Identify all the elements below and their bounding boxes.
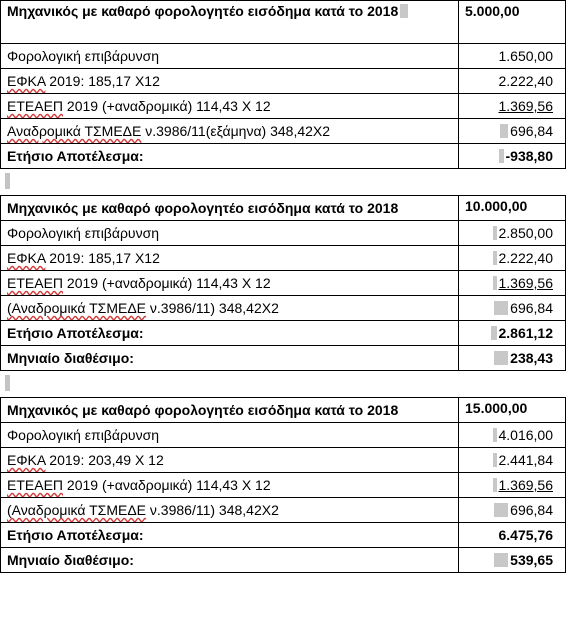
table-row — [1, 44, 566, 69]
row-label: ΕΤΕΑΕΠ 2019 (+αναδρομικά) 114,43 Χ 12 — [1, 271, 459, 296]
table-row — [1, 296, 566, 321]
result-label: Μηνιαίο διαθέσιμο: — [1, 548, 459, 573]
header-value: 15.000,00 — [459, 398, 566, 423]
row-value: 696,84 — [459, 119, 566, 144]
header-label: Μηχανικός με καθαρό φορολογητέο εισόδημα κατά το 2018 — [1, 1, 459, 44]
row-value: 2.441,84 — [459, 448, 566, 473]
result-value: -938,80 — [459, 144, 566, 169]
table-row-result — [1, 144, 566, 169]
result-label: Ετήσιο Αποτέλεσμα: — [1, 321, 459, 346]
table-row-result — [1, 346, 566, 371]
row-value: 696,84 — [459, 498, 566, 523]
section-gap — [0, 169, 566, 195]
row-label: ΕΦΚΑ 2019: 185,17 Χ12 — [1, 69, 459, 94]
table-row — [1, 119, 566, 144]
table-section-1 — [0, 0, 566, 169]
row-value: 1.369,56 — [459, 94, 566, 119]
row-label: ΕΤΕΑΕΠ 2019 (+αναδρομικά) 114,43 Χ 12 — [1, 473, 459, 498]
header-value: 10.000,00 — [459, 196, 566, 221]
result-label: Ετήσιο Αποτέλεσμα: — [1, 144, 459, 169]
table-row — [1, 448, 566, 473]
header-label: Μηχανικός με καθαρό φορολογητέο εισόδημα κατά το 2018 — [1, 398, 459, 423]
table-row — [1, 246, 566, 271]
table-row-result — [1, 523, 566, 548]
table-row-result — [1, 548, 566, 573]
table-row-header — [1, 398, 566, 423]
result-value: 539,65 — [459, 548, 566, 573]
row-value: 2.850,00 — [459, 221, 566, 246]
row-label: Φορολογική επιβάρυνση — [1, 423, 459, 448]
header-label: Μηχανικός με καθαρό φορολογητέο εισόδημα κατά το 2018 — [1, 196, 459, 221]
row-value: 2.222,40 — [459, 69, 566, 94]
table-row — [1, 423, 566, 448]
table-row — [1, 271, 566, 296]
result-label: Ετήσιο Αποτέλεσμα: — [1, 523, 459, 548]
row-label: Αναδρομικά ΤΣΜΕΔΕ ν.3986/11(εξάμηνα) 348,42Χ2 — [1, 119, 459, 144]
result-value: 6.475,76 — [459, 523, 566, 548]
table-row-header — [1, 1, 566, 44]
row-value: 1.369,56 — [459, 473, 566, 498]
row-label: Φορολογική επιβάρυνση — [1, 221, 459, 246]
row-value: 4.016,00 — [459, 423, 566, 448]
table-row — [1, 221, 566, 246]
table-row-header — [1, 196, 566, 221]
header-value: 5.000,00 — [459, 1, 566, 44]
table-row — [1, 94, 566, 119]
table-row — [1, 473, 566, 498]
table-row — [1, 69, 566, 94]
result-value: 238,43 — [459, 346, 566, 371]
row-label: (Αναδρομικά ΤΣΜΕΔΕ ν.3986/11) 348,42Χ2 — [1, 498, 459, 523]
result-label: Μηνιαίο διαθέσιμο: — [1, 346, 459, 371]
table-section-3 — [0, 397, 566, 573]
row-value: 1.369,56 — [459, 271, 566, 296]
row-label: ΕΦΚΑ 2019: 203,49 Χ 12 — [1, 448, 459, 473]
row-value: 696,84 — [459, 296, 566, 321]
row-label: ΕΦΚΑ 2019: 185,17 Χ12 — [1, 246, 459, 271]
row-value: 1.650,00 — [459, 44, 566, 69]
row-label: ΕΤΕΑΕΠ 2019 (+αναδρομικά) 114,43 Χ 12 — [1, 94, 459, 119]
table-row-result — [1, 321, 566, 346]
result-value: 2.861,12 — [459, 321, 566, 346]
section-gap — [0, 371, 566, 397]
table-row — [1, 498, 566, 523]
row-value: 2.222,40 — [459, 246, 566, 271]
table-section-2 — [0, 195, 566, 371]
row-label: (Αναδρομικά ΤΣΜΕΔΕ ν.3986/11) 348,42Χ2 — [1, 296, 459, 321]
row-label: Φορολογική επιβάρυνση — [1, 44, 459, 69]
